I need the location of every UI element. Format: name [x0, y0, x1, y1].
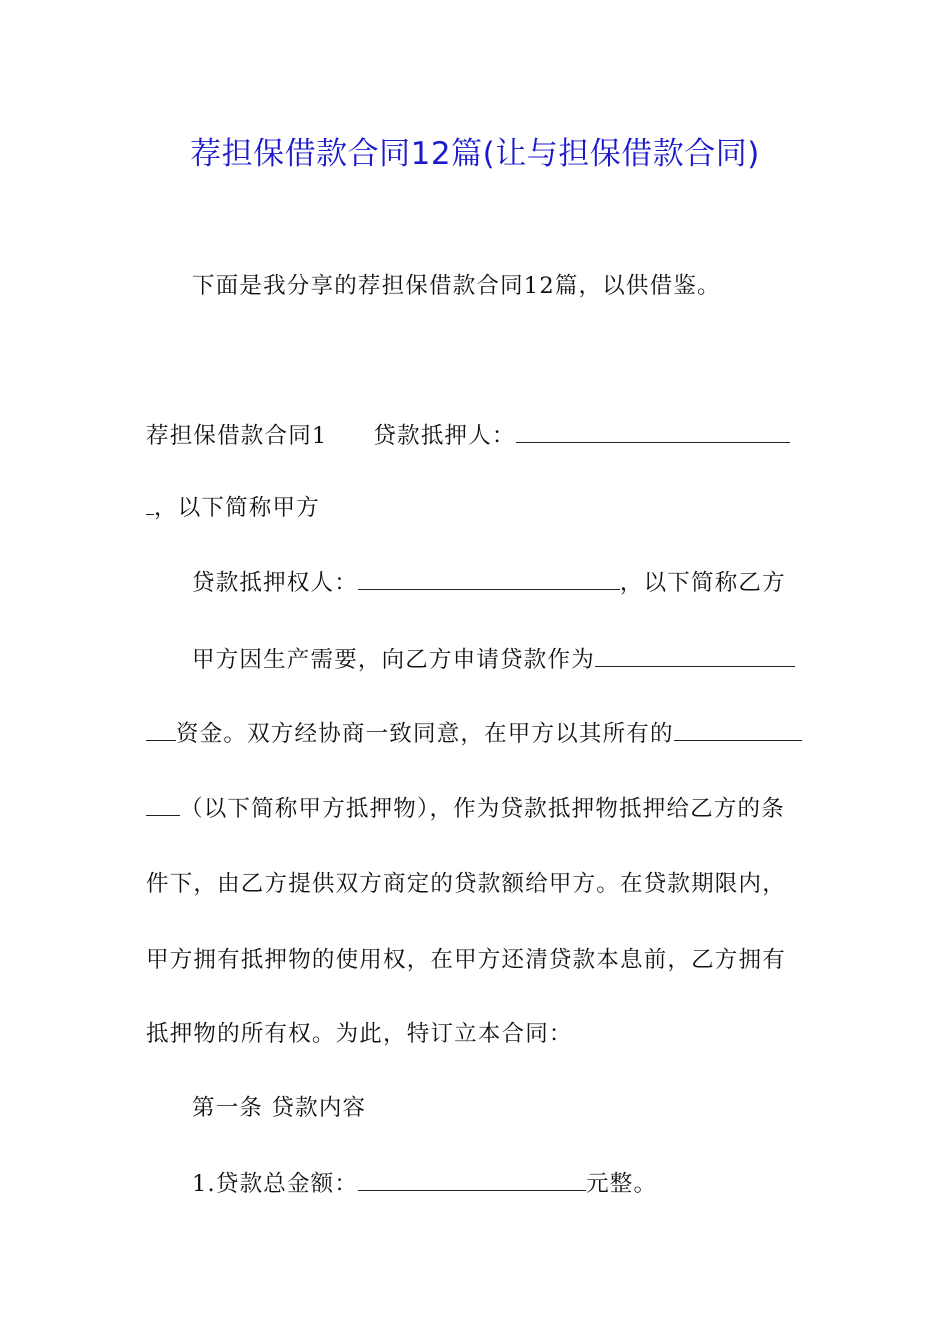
contract1-line-4	[192, 640, 856, 680]
contract1-line-7: 件下，由乙方提供双方商定的贷款额给甲方。在贷款期限内，	[146, 871, 786, 897]
article-1-item-1	[192, 1164, 856, 1204]
document-title: 荐担保借款合同12篇(让与担保借款合同)	[190, 136, 760, 172]
mortgagor-blank-cont	[146, 490, 154, 515]
contract1-line-1	[146, 416, 810, 456]
mortgagee-label: 贷款抵押权人：	[192, 570, 358, 596]
mortgagor-label: 贷款抵押人：	[373, 423, 516, 449]
loan-purpose-blank-cont	[146, 716, 176, 741]
collateral-blank-cont	[146, 791, 180, 816]
contract1-line-6	[146, 789, 810, 829]
loan-amount-unit: 元整。	[586, 1171, 658, 1197]
contract1-line-8: 甲方拥有抵押物的使用权，在甲方还清贷款本息前，乙方拥有	[146, 947, 786, 973]
contract1-line-5	[146, 714, 810, 754]
collateral-blank	[674, 716, 802, 741]
intro-paragraph: 下面是我分享的荐担保借款合同12篇，以供借鉴。	[192, 273, 721, 299]
contract1-line-9: 抵押物的所有权。为此，特订立本合同：	[146, 1021, 573, 1047]
mortgagor-blank	[516, 418, 790, 443]
collateral-text: （以下简称甲方抵押物），作为贷款抵押物抵押给乙方的条	[180, 796, 785, 822]
loan-purpose-text: 甲方因生产需要，向乙方申请贷款作为	[192, 647, 595, 673]
party-a-note: ，以下简称甲方	[154, 495, 320, 521]
contract1-line-2	[146, 488, 810, 528]
contract1-line-3	[192, 563, 856, 603]
party-b-note: ，以下简称乙方	[619, 570, 786, 596]
mortgagee-blank	[358, 565, 620, 590]
agreement-text: 资金。双方经协商一致同意，在甲方以其所有的	[176, 721, 674, 747]
loan-amount-blank	[358, 1166, 586, 1191]
loan-amount-label: 1.贷款总金额：	[192, 1171, 359, 1197]
contract1-heading: 荐担保借款合同1	[146, 423, 328, 449]
article-1-heading: 第一条 贷款内容	[192, 1095, 367, 1121]
loan-purpose-blank	[595, 642, 795, 667]
